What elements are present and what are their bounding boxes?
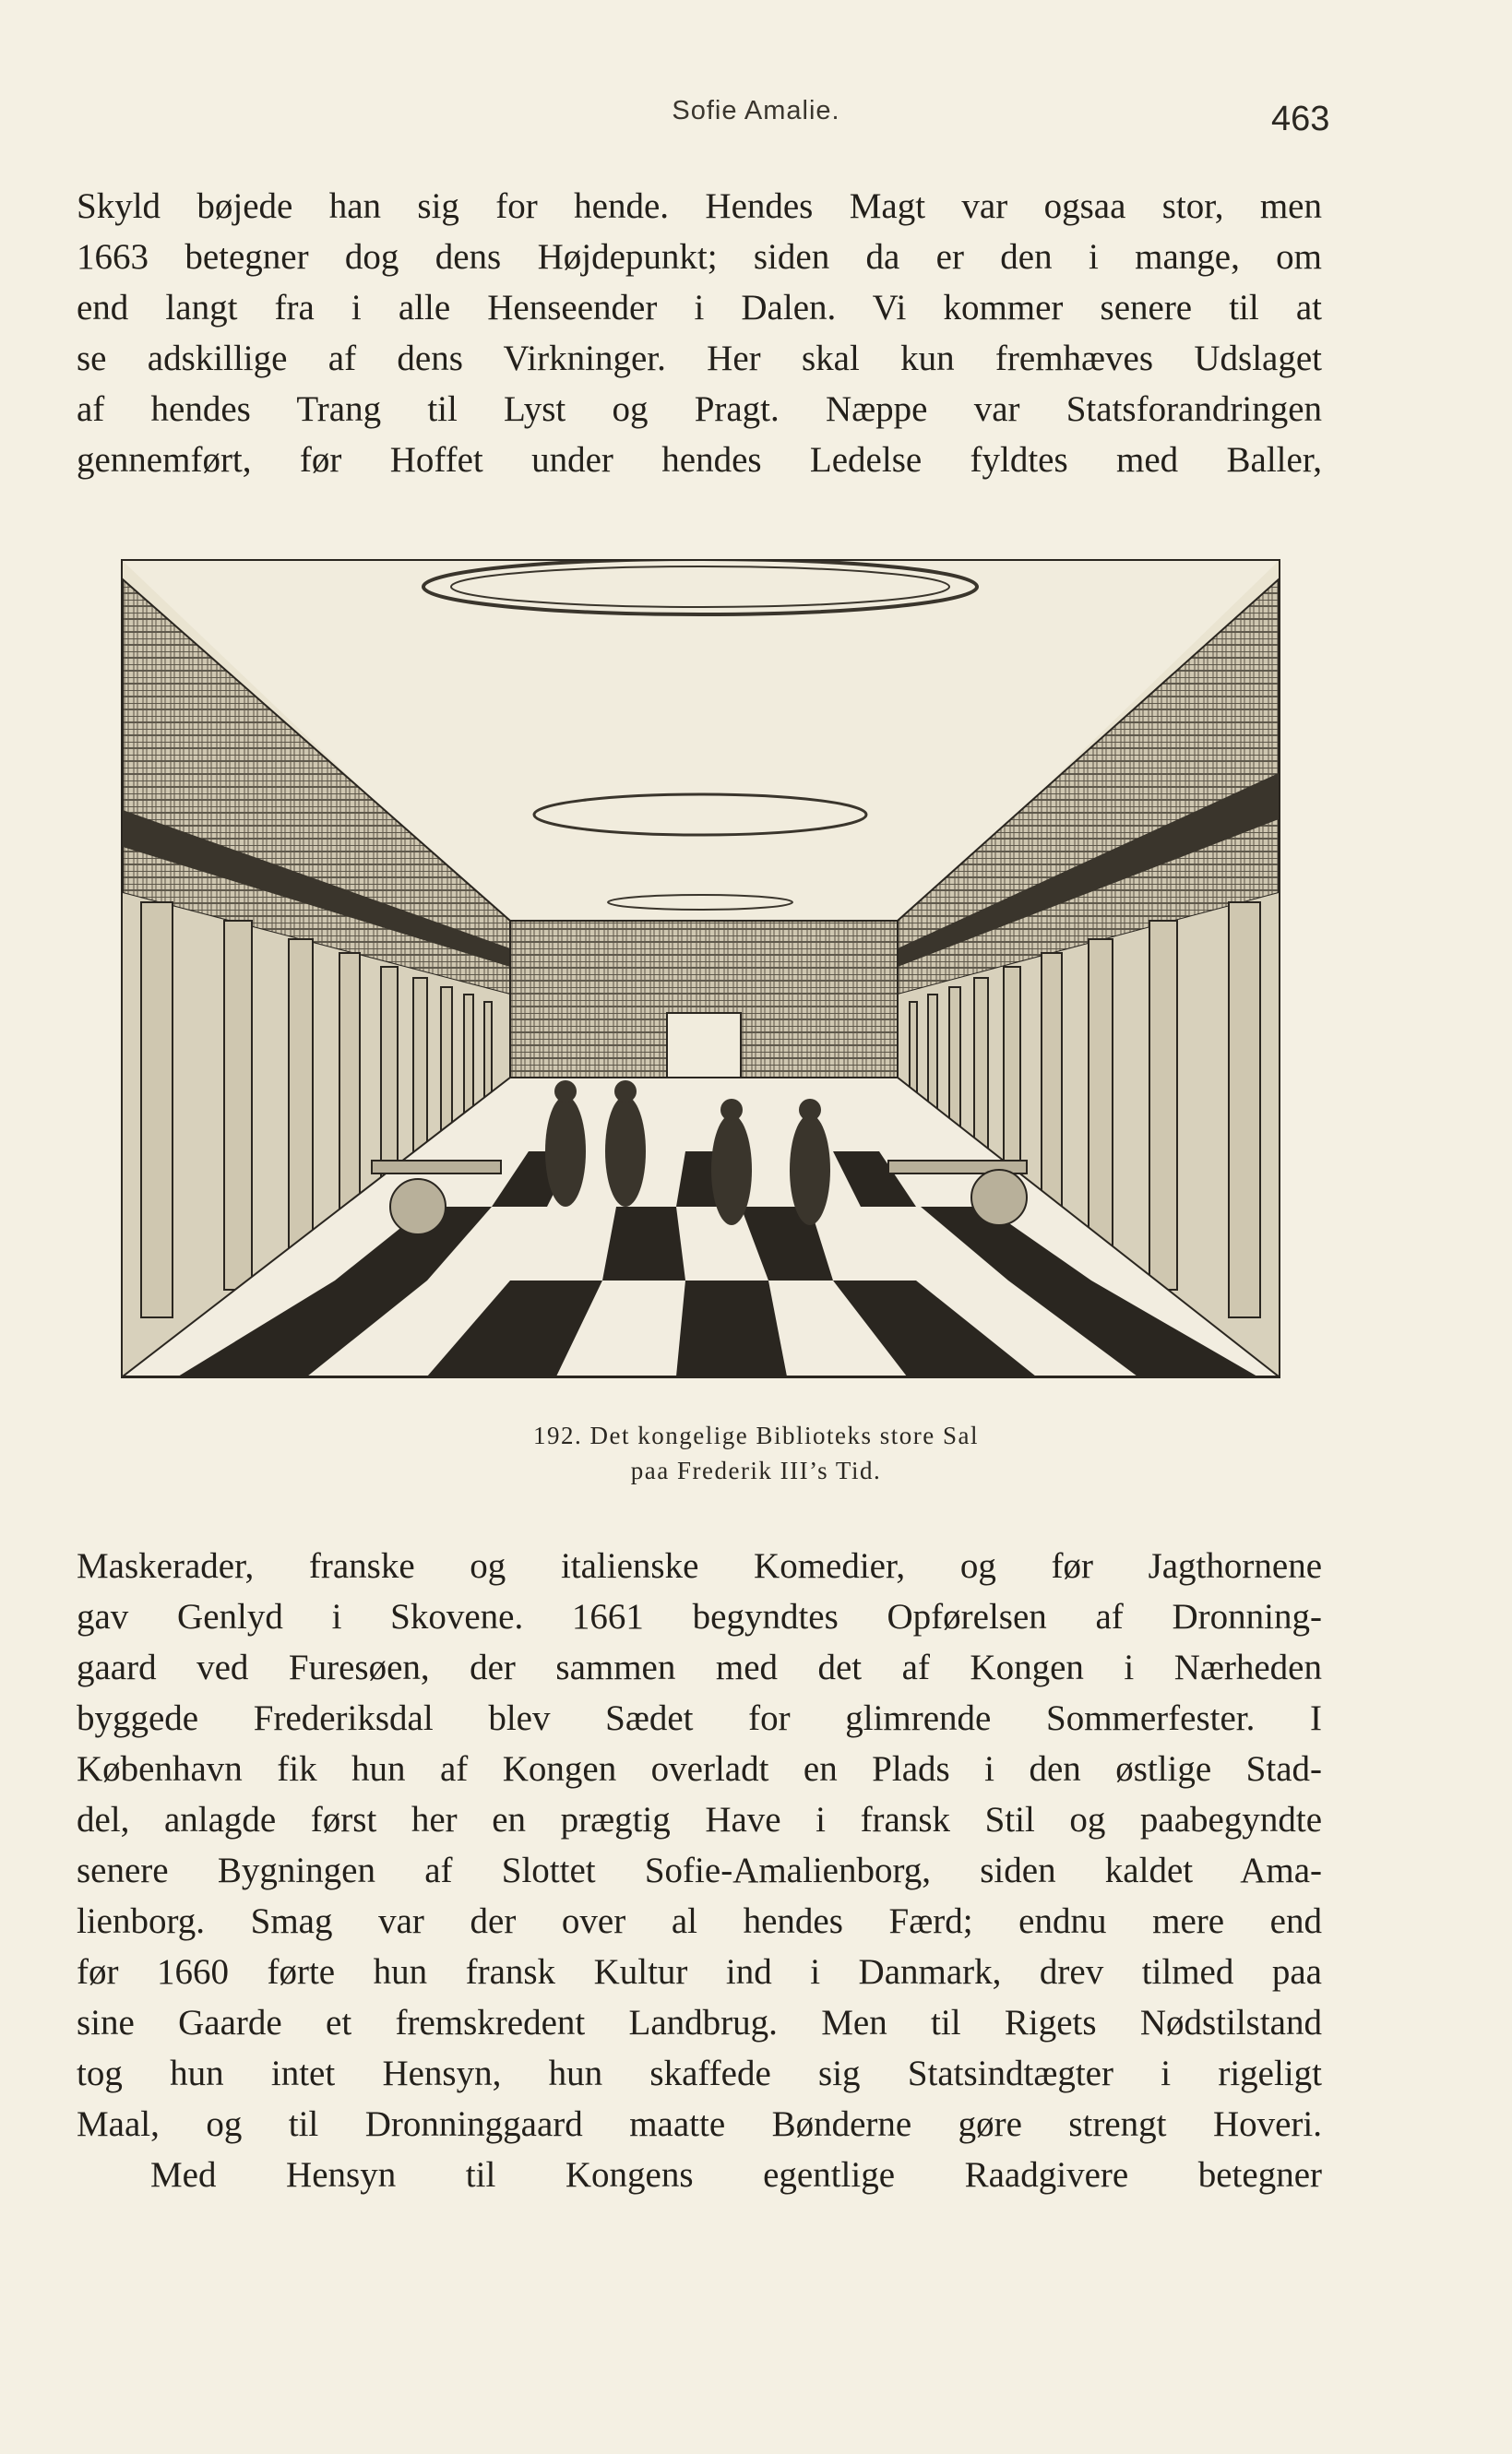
text-line: lienborg. Smag var der over al hendes Færd; endnu mere end <box>77 1901 1322 1941</box>
text-line: før 1660 førte hun fransk Kultur ind i Danmark, drev tilmed paa <box>77 1952 1322 1992</box>
text-line: byggede Frederiksdal blev Sædet for glimrende Sommerfester. I <box>77 1698 1322 1738</box>
text-line: Med Hensyn til Kongens egentlige Raadgivere betegner <box>150 2155 1322 2195</box>
text-line: se adskillige af dens Virkninger. Her skal kun fremhæves Udslaget <box>77 339 1322 378</box>
page-number: 463 <box>1271 100 1330 138</box>
figure-caption-line-2: paa Frederik III’s Tid. <box>630 1457 882 1484</box>
text-line: gaard ved Furesøen, der sammen med det af Kongen i Nærheden <box>77 1648 1322 1687</box>
running-title: Sofie Amalie. <box>672 96 840 125</box>
figure-caption-line-1: 192. Det kongelige Biblioteks store Sal <box>533 1422 979 1449</box>
text-line: end langt fra i alle Henseender i Dalen. Vi kommer senere til at <box>77 288 1322 328</box>
text-line: Maskerader, franske og italienske Komedier, og før Jagthornene <box>77 1546 1322 1586</box>
text-line: København fik hun af Kongen overladt en Plads i den østlige Stad- <box>77 1749 1322 1789</box>
paragraph-bottom <box>77 1541 1322 2200</box>
text-line: Maal, og til Dronninggaard maatte Bønderne gøre strengt Hoveri. <box>77 2104 1322 2144</box>
paragraph-top <box>77 181 1322 485</box>
text-line: senere Bygningen af Slottet Sofie-Amalienborg, siden kaldet Ama- <box>77 1851 1322 1890</box>
text-line: del, anlagde først her en prægtig Have i fransk Stil og paabegyndte <box>77 1800 1322 1840</box>
text-line: tog hun intet Hensyn, hun skaffede sig Statsindtægter i rigeligt <box>77 2054 1322 2093</box>
library-hall-engraving <box>121 559 1280 1378</box>
text-line: sine Gaarde et fremskredent Landbrug. Men til Rigets Nødstilstand <box>77 2003 1322 2043</box>
text-line: gennemført, før Hoffet under hendes Ledelse fyldtes med Baller, <box>77 440 1322 480</box>
text-line: 1663 betegner dog dens Højdepunkt; siden da er den i mange, om <box>77 237 1322 277</box>
text-line: Skyld bøjede han sig for hende. Hendes Magt var ogsaa stor, men <box>77 186 1322 226</box>
text-line: gav Genlyd i Skovene. 1661 begyndtes Opførelsen af Dronning- <box>77 1597 1322 1637</box>
text-line: af hendes Trang til Lyst og Pragt. Næppe var Statsforandringen <box>77 389 1322 429</box>
